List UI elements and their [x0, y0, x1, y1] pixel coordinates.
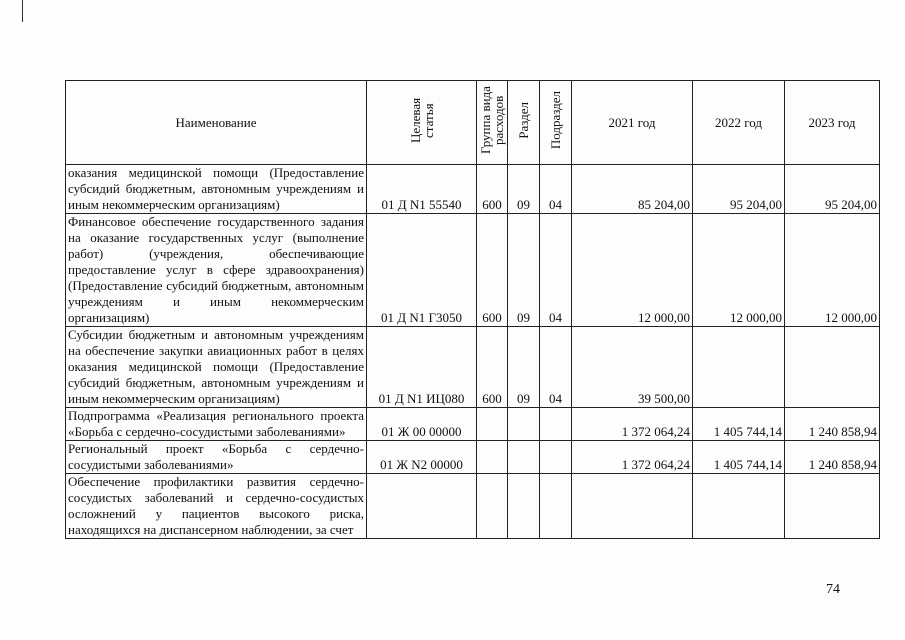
- row-subsection: 04: [540, 214, 572, 327]
- row-group: [477, 441, 508, 474]
- row-group: [477, 408, 508, 441]
- row-group: 600: [477, 214, 508, 327]
- row-name: Подпрограмма «Реализация регионального проекта «Борьба с сердечно-сосудистыми заболеваниями»: [66, 408, 367, 441]
- header-target-article: Целевая статья: [367, 81, 477, 165]
- row-subsection: [540, 408, 572, 441]
- row-group: [477, 474, 508, 539]
- left-margin-rule: [22, 0, 23, 22]
- row-subsection: 04: [540, 165, 572, 214]
- page-number: 74: [826, 582, 840, 597]
- table-row: [66, 165, 880, 214]
- row-subsection: [540, 474, 572, 539]
- table-row: [66, 214, 880, 327]
- row-2021: 12 000,00: [572, 214, 693, 327]
- row-section: 09: [508, 165, 540, 214]
- row-section: [508, 408, 540, 441]
- row-2021: 39 500,00: [572, 327, 693, 408]
- header-row: [66, 81, 880, 165]
- row-2022: 12 000,00: [693, 214, 785, 327]
- row-subsection: [540, 441, 572, 474]
- row-name: Финансовое обеспечение государственного задания на оказание государственных услуг (выполнение работ) (учреждения, обеспечивающие предоставление услуг в сфере здравоохранения) (Предоставление субсидий бюджетным, автономным учреждениям и иным некоммерческим организациям): [66, 214, 367, 327]
- table-row: [66, 474, 880, 539]
- row-section: [508, 441, 540, 474]
- row-2022: 1 405 744,14: [693, 408, 785, 441]
- row-2023: 95 204,00: [785, 165, 880, 214]
- budget-table: [65, 80, 880, 539]
- row-subsection: 04: [540, 327, 572, 408]
- row-2023: 1 240 858,94: [785, 408, 880, 441]
- header-subsection: Подраздел: [540, 81, 572, 165]
- row-2022: 1 405 744,14: [693, 441, 785, 474]
- row-code: 01 Д N1 Г3050: [367, 214, 477, 327]
- header-section: Раздел: [508, 81, 540, 165]
- row-name: Субсидии бюджетным и автономным учреждениям на обеспечение закупки авиационных работ в целях оказания медицинской помощи (Предоставление субсидий бюджетным, автономным учреждениям и иным некоммерческим организациям): [66, 327, 367, 408]
- row-name: оказания медицинской помощи (Предоставление субсидий бюджетным, автономным учреждениям и иным некоммерческим организациям): [66, 165, 367, 214]
- row-code: 01 Ж N2 00000: [367, 441, 477, 474]
- row-code: [367, 474, 477, 539]
- row-code: 01 Д N1 ИЦ080: [367, 327, 477, 408]
- table-row: [66, 408, 880, 441]
- header-2021: 2021 год: [572, 81, 693, 165]
- header-2022: 2022 год: [693, 81, 785, 165]
- row-section: 09: [508, 327, 540, 408]
- row-name: Региональный проект «Борьба с сердечно-сосудистыми заболеваниями»: [66, 441, 367, 474]
- row-2021: 85 204,00: [572, 165, 693, 214]
- row-2021: [572, 474, 693, 539]
- row-2021: 1 372 064,24: [572, 441, 693, 474]
- row-2022: [693, 327, 785, 408]
- row-code: 01 Ж 00 00000: [367, 408, 477, 441]
- row-2023: [785, 474, 880, 539]
- table-row: [66, 441, 880, 474]
- row-2022: 95 204,00: [693, 165, 785, 214]
- row-2023: 12 000,00: [785, 214, 880, 327]
- row-2023: [785, 327, 880, 408]
- header-2023: 2023 год: [785, 81, 880, 165]
- row-group: 600: [477, 327, 508, 408]
- row-section: 09: [508, 214, 540, 327]
- row-2022: [693, 474, 785, 539]
- header-name: Наименование: [66, 81, 367, 165]
- header-expense-group: Группа вида расходов: [477, 81, 508, 165]
- row-2021: 1 372 064,24: [572, 408, 693, 441]
- row-name: Обеспечение профилактики развития сердечно-сосудистых заболеваний и сердечно-сосудистых осложнений у пациентов высокого риска, находящихся на диспансерном наблюдении, за счет: [66, 474, 367, 539]
- row-section: [508, 474, 540, 539]
- row-2023: 1 240 858,94: [785, 441, 880, 474]
- table-row: [66, 327, 880, 408]
- row-code: 01 Д N1 55540: [367, 165, 477, 214]
- row-group: 600: [477, 165, 508, 214]
